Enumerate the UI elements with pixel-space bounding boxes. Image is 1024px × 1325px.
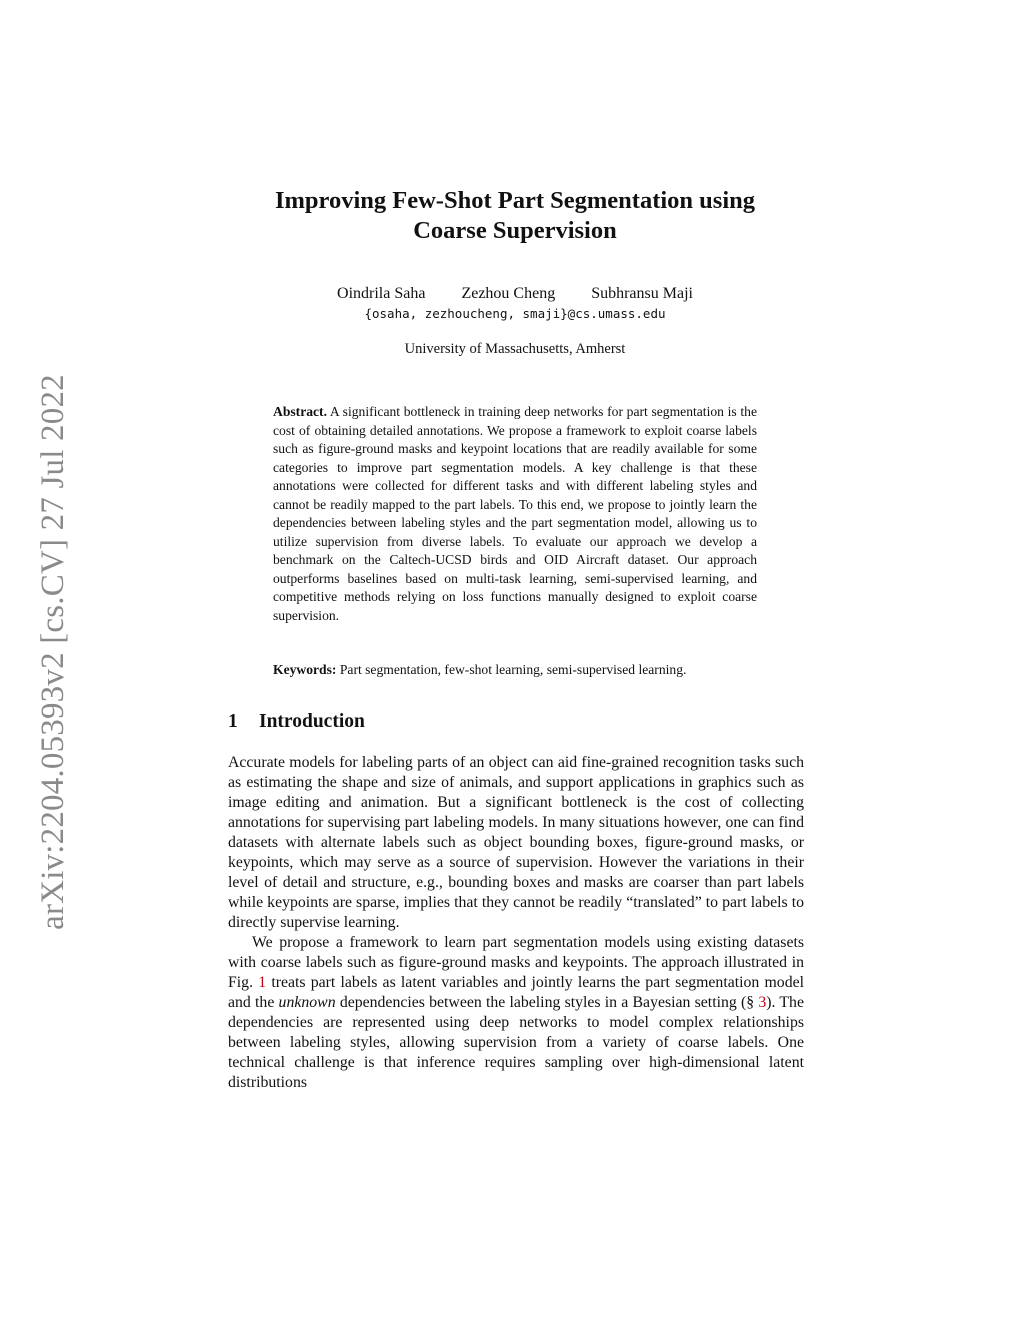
intro-text: We propose a framework to learn part segmentation models using existing datasets with coarse labels such as figure-ground masks and keypoints. The approach illustrated in Fig. — [228, 934, 804, 991]
abstract-text: A significant bottleneck in training deep networks for part segmentation is the cost of obtaining detailed annotations. We propose a framework to exploit coarse labels such as figure-ground masks and keypoint locations that are readily available for some categories to improve part segmentation models. A key challenge is that these annotations were collected for different tasks and with different labeling styles and cannot be readily mapped to the part labels. To this end, we propose to jointly learn the dependencies between labeling styles and the part segmentation model, allowing us to utilize supervision from diverse labels. To evaluate our approach we develop a benchmark on the Caltech-UCSD birds and OID Aircraft dataset. Our approach outperforms baselines based on multi-task learning, semi-supervised learning, and competitive methods relying on loss functions manually designed to exploit coarse supervision. — [273, 404, 757, 623]
title-line-1: Improving Few-Shot Part Segmentation using — [274, 187, 756, 214]
author-name: Oindrila Saha — [337, 285, 426, 302]
intro-paragraph-1: Accurate models for labeling parts of an object can aid fine-grained recognition tasks such as estimating the shape and size of animals, and support applications in graphics such as image editing and animation. But a significant bottleneck is the cost of collecting annotations for supervising part labeling models. In many situations however, one can find datasets with alternate labels such as object bounding boxes, figure-ground masks, or keypoints, which may serve as a source of supervision. However the variations in their level of detail and structure, e.g., bounding boxes and masks are coarser than part labels while keypoints are sparse, implies that they cannot be readily “translated” to part labels to directly supervise learning. — [228, 754, 804, 931]
affiliation: University of Massachusetts, Amherst — [404, 341, 626, 357]
keywords-label: Keywords: — [273, 662, 337, 677]
arxiv-identifier: arXiv:2204.05393v2 [cs.CV] 27 Jul 2022 — [35, 374, 71, 930]
author-name: Zezhou Cheng — [461, 285, 556, 302]
intro-paragraph-2 — [228, 933, 804, 1093]
author-name: Subhransu Maji — [591, 285, 693, 302]
section-heading — [228, 711, 365, 733]
section-number: 1 — [228, 711, 238, 732]
intro-emphasis: unknown — [278, 994, 336, 1011]
intro-text: ). The dependencies are represented using deep networks to model complex relationships between labeling styles, allowing supervision from a variety of coarse labels. One technical challenge is that inference requires sampling over high-dimensional latent distributions — [228, 994, 804, 1091]
abstract-label: Abstract. — [273, 404, 327, 419]
keywords — [273, 661, 793, 680]
author-emails: {osaha, zezhoucheng, smaji}@cs.umass.edu — [364, 306, 666, 321]
intro-text: treats part labels as latent variables and jointly learns the part segmentation model and the — [228, 974, 804, 1011]
introduction-body — [228, 753, 804, 1093]
abstract — [273, 403, 757, 625]
section-title: Introduction — [259, 711, 365, 732]
author-list — [230, 285, 800, 303]
keywords-text: Part segmentation, few-shot learning, semi-supervised learning. — [339, 662, 687, 677]
intro-text: dependencies between the labeling styles in a Bayesian setting (§ — [339, 994, 755, 1011]
section-reference-link[interactable]: 3 — [758, 994, 767, 1011]
paper-title — [230, 186, 800, 246]
arxiv-sidebar — [33, 366, 73, 938]
figure-reference-link[interactable]: 1 — [258, 974, 267, 991]
title-line-2: Coarse Supervision — [413, 217, 617, 244]
